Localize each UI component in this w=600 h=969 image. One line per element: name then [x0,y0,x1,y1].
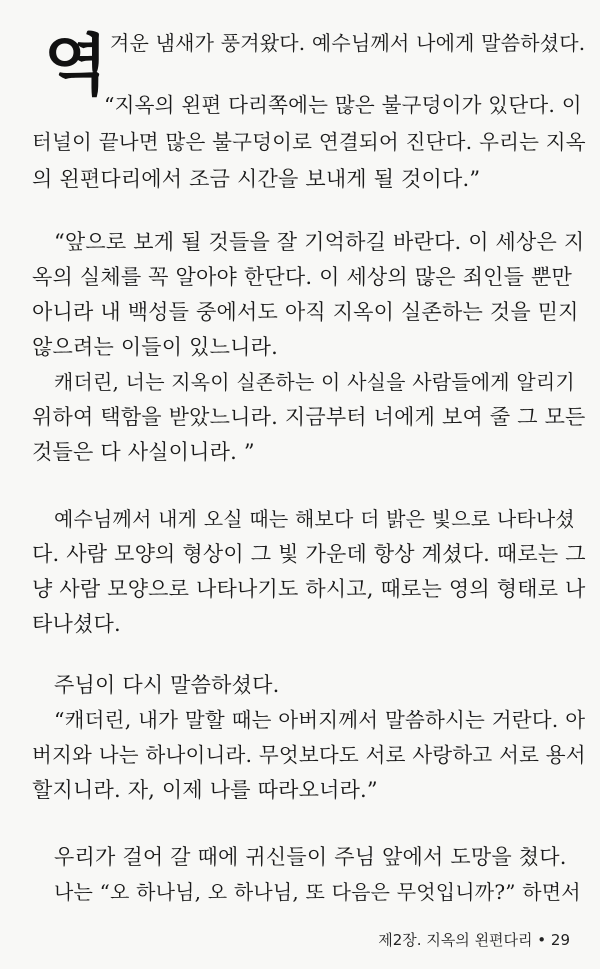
text-line: “캐더린, 내가 말할 때는 아버지께서 말씀하시는 거란다. 아 [54,708,586,732]
text-line: “지옥의 왼편 다리쪽에는 많은 불구덩이가 있단다. 이 [104,93,582,117]
text-line: 다. 사람 모양의 형상이 그 빛 가운데 항상 계셨다. 때로는 그 [32,542,586,566]
text-line: 위하여 택함을 받았느니라. 지금부터 너에게 보여 줄 그 모든 [32,405,586,429]
text-line: 의 왼편다리에서 조금 시간을 보내게 될 것이다.” [32,167,481,191]
text-line: 나는 “오 하나님, 오 하나님, 또 다음은 무엇입니까?” 하면서 [54,880,581,904]
text-line: 캐더린, 너는 지옥이 실존하는 이 사실을 사람들에게 알리기 [54,370,575,394]
text-line: 냥 사람 모양으로 나타나기도 하시고, 때로는 영의 형태로 나 [32,577,586,601]
text-line: 것들은 다 사실이니라. ” [32,440,255,464]
text-line: “앞으로 보게 될 것들을 잘 기억하길 바란다. 이 세상은 지 [54,230,585,254]
text-line: 터널이 끝나면 많은 불구덩이로 연결되어 진단다. 우리는 지옥 [32,130,586,154]
text-line: 예수님께서 내게 오실 때는 해보다 더 밝은 빛으로 나타나셨 [54,507,575,531]
text-line: 우리가 걸어 갈 때에 귀신들이 주님 앞에서 도망을 쳤다. [54,845,567,869]
text-line: 겨운 냄새가 풍겨왔다. 예수님께서 나에게 말씀하셨다. [110,31,586,55]
text-line: 버지와 나는 하나이니라. 무엇보다도 서로 사랑하고 서로 용서 [32,743,586,767]
text-line: 않으려는 이들이 있느니라. [32,335,278,359]
drop-cap: 역 [44,27,108,104]
text-line: 주님이 다시 말씀하셨다. [54,673,280,697]
text-line: 할지니라. 자, 이제 나를 따라오너라.” [32,778,378,802]
text-line: 옥의 실체를 꼭 알아야 한단다. 이 세상의 많은 죄인들 뿐만 [32,265,572,289]
text-line: 아니라 내 백성들 중에서도 아직 지옥이 실존하는 것을 믿지 [32,300,579,324]
text-line: 타나셨다. [32,612,121,636]
page-footer: 제2장. 지옥의 왼편다리 • 29 [378,931,570,949]
